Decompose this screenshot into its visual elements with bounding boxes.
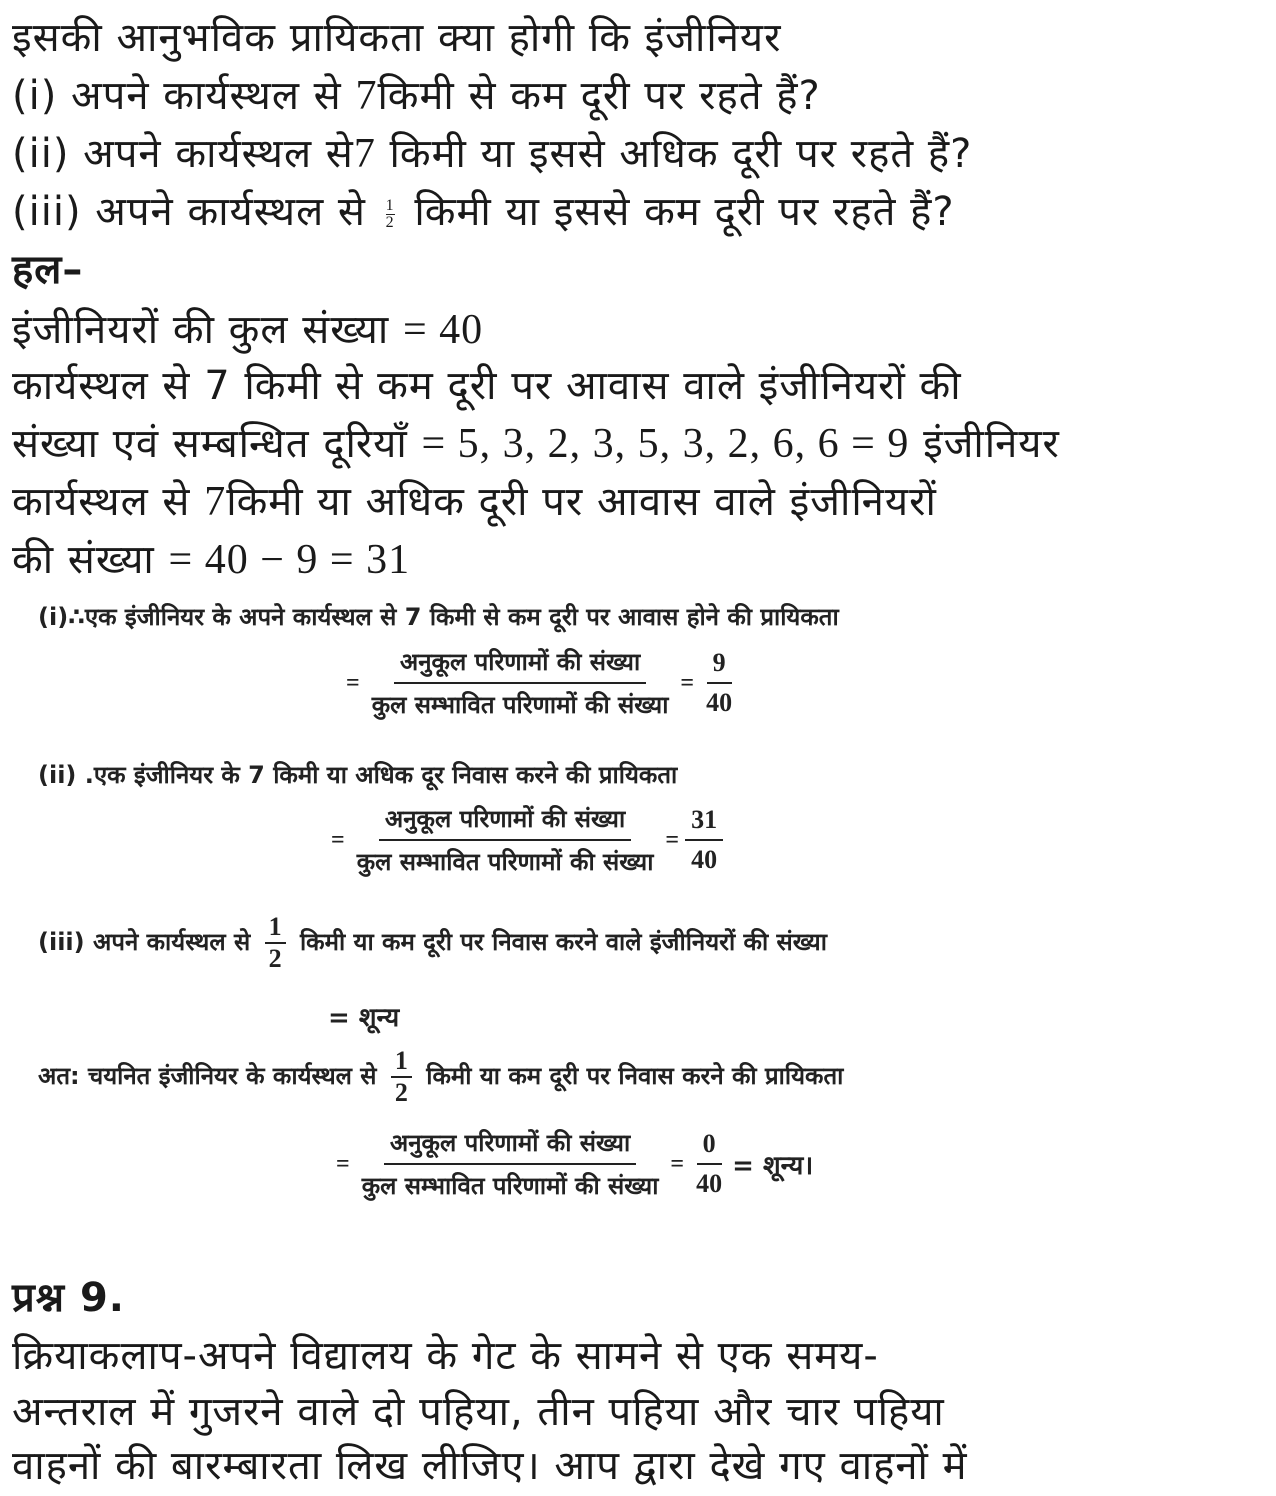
result-tail: = शून्य। bbox=[732, 1151, 814, 1181]
fraction-denominator: कुल सम्भावित परिणामों की संख्या bbox=[361, 1172, 659, 1200]
solution-heading: हल– bbox=[12, 247, 84, 293]
equals-sign: = bbox=[336, 1150, 350, 1177]
total-line bbox=[12, 302, 483, 358]
fraction-denominator: कुल सम्भावित परिणामों की संख्या bbox=[371, 691, 669, 719]
item-label: (i) bbox=[12, 73, 58, 119]
question-intro: इसकी आनुभविक प्रायिकता क्या होगी कि इंजीनियर bbox=[12, 15, 782, 61]
next-question-heading: प्रश्न 9. bbox=[12, 1275, 125, 1321]
equals-sign: = bbox=[680, 669, 695, 696]
less7-line-2 bbox=[12, 416, 1060, 472]
more7-num: 7 bbox=[204, 479, 227, 525]
part-iii-statement bbox=[38, 912, 827, 974]
result-numerator: 9 bbox=[707, 648, 732, 684]
result-fraction bbox=[685, 805, 723, 875]
hence-post: किमी या कम दूरी पर निवास करने की प्रायिकता bbox=[426, 1062, 844, 1090]
result-denominator: 40 bbox=[696, 1169, 723, 1198]
result-numerator: 0 bbox=[697, 1129, 722, 1165]
part-ii-label: (ii) bbox=[38, 761, 77, 789]
ratio-fraction bbox=[356, 1126, 665, 1202]
part-i-text: ∴एक इंजीनियर के अपने कार्यस्थल से 7 किमी से कम दूरी पर आवास होने की प्रायिकता bbox=[68, 603, 839, 631]
total-value: = 40 bbox=[402, 307, 484, 353]
part-iii-zero: = शून्य bbox=[328, 1003, 400, 1033]
less7-suffix: इंजीनियर bbox=[923, 421, 1060, 467]
more7-line-1 bbox=[12, 474, 937, 530]
item-num: 7 bbox=[355, 73, 378, 119]
half-fraction: $\frac{1}{2}$ bbox=[385, 196, 395, 231]
part-ii-formula bbox=[325, 802, 723, 878]
part-iii-post: किमी या कम दूरी पर निवास करने वाले इंजीनियरों की संख्या bbox=[299, 928, 827, 956]
part-iii-pre: अपने कार्यस्थल से bbox=[92, 928, 251, 956]
half-fraction: $\frac{1}{2}$ bbox=[265, 912, 286, 974]
half-fraction: $\frac{1}{2}$ bbox=[391, 1046, 412, 1108]
item-num: 7 bbox=[353, 131, 376, 177]
item-label: (iii) bbox=[12, 189, 82, 235]
item-post: किमी से कम दूरी पर रहते हैं? bbox=[377, 73, 821, 119]
ratio-fraction bbox=[351, 802, 660, 878]
question-item-iii bbox=[12, 184, 955, 240]
more7-pre: कार्यस्थल से bbox=[12, 479, 191, 525]
item-pre: अपने कार्यस्थल से bbox=[95, 189, 366, 235]
result-denominator: 40 bbox=[691, 845, 718, 874]
next-question-line-3: वाहनों की बारम्बारता लिख लीजिए। आप द्वारा देखे गए वाहनों में bbox=[12, 1443, 968, 1489]
equals-sign: = bbox=[670, 1150, 685, 1177]
equals-sign: = bbox=[346, 669, 360, 696]
result-denominator: 40 bbox=[706, 688, 733, 717]
fraction-numerator: अनुकूल परिणामों की संख्या bbox=[384, 1126, 636, 1165]
item-pre: अपने कार्यस्थल से bbox=[71, 73, 342, 119]
part-i-label: (i) bbox=[38, 603, 69, 631]
equals-sign: = bbox=[665, 826, 680, 853]
item-pre: अपने कार्यस्थल से bbox=[83, 131, 354, 177]
ratio-fraction bbox=[366, 645, 675, 721]
fraction-denominator: कुल सम्भावित परिणामों की संख्या bbox=[356, 848, 654, 876]
equals-sign: = bbox=[331, 826, 345, 853]
part-i-statement bbox=[38, 600, 839, 633]
part-ii-statement bbox=[38, 758, 677, 791]
result-fraction bbox=[700, 648, 738, 718]
result-numerator: 31 bbox=[685, 805, 723, 841]
total-label: इंजीनियरों की कुल संख्या bbox=[12, 307, 390, 353]
hence-pre: अत: चयनित इंजीनियर के कार्यस्थल से bbox=[38, 1062, 377, 1090]
less7-values: = 5, 3, 2, 3, 5, 3, 2, 6, 6 = 9 bbox=[421, 421, 910, 467]
more7-values: = 40 − 9 = 31 bbox=[168, 537, 411, 583]
more7-text: की संख्या bbox=[12, 537, 155, 583]
question-item-ii bbox=[12, 126, 972, 182]
item-label: (ii) bbox=[12, 131, 70, 177]
hence-statement bbox=[38, 1046, 843, 1108]
question-item-i bbox=[12, 68, 821, 124]
fraction-numerator: अनुकूल परिणामों की संख्या bbox=[379, 802, 631, 841]
next-question-line-2: अन्तराल में गुजरने वाले दो पहिया, तीन पहिया और चार पहिया bbox=[12, 1389, 945, 1435]
part-ii-text: .एक इंजीनियर के 7 किमी या अधिक दूर निवास करने की प्रायिकता bbox=[84, 761, 678, 789]
part-iii-formula bbox=[330, 1126, 813, 1202]
part-i-formula bbox=[340, 645, 738, 721]
result-fraction bbox=[690, 1129, 728, 1199]
more7-line-2 bbox=[12, 532, 410, 588]
more7-post: किमी या अधिक दूरी पर आवास वाले इंजीनियरों bbox=[226, 479, 937, 525]
next-question-line-1: क्रियाकलाप-अपने विद्यालय के गेट के सामने से एक समय- bbox=[12, 1333, 879, 1379]
less7-text: संख्या एवं सम्बन्धित दूरियाँ bbox=[12, 421, 408, 467]
fraction-numerator: अनुकूल परिणामों की संख्या bbox=[394, 645, 646, 684]
item-post: किमी या इससे अधिक दूरी पर रहते हैं? bbox=[389, 131, 973, 177]
item-post: किमी या इससे कम दूरी पर रहते हैं? bbox=[414, 189, 955, 235]
part-iii-label: (iii) bbox=[38, 928, 85, 956]
less7-line-1: कार्यस्थल से 7 किमी से कम दूरी पर आवास वाले इंजीनियरों की bbox=[12, 363, 962, 409]
